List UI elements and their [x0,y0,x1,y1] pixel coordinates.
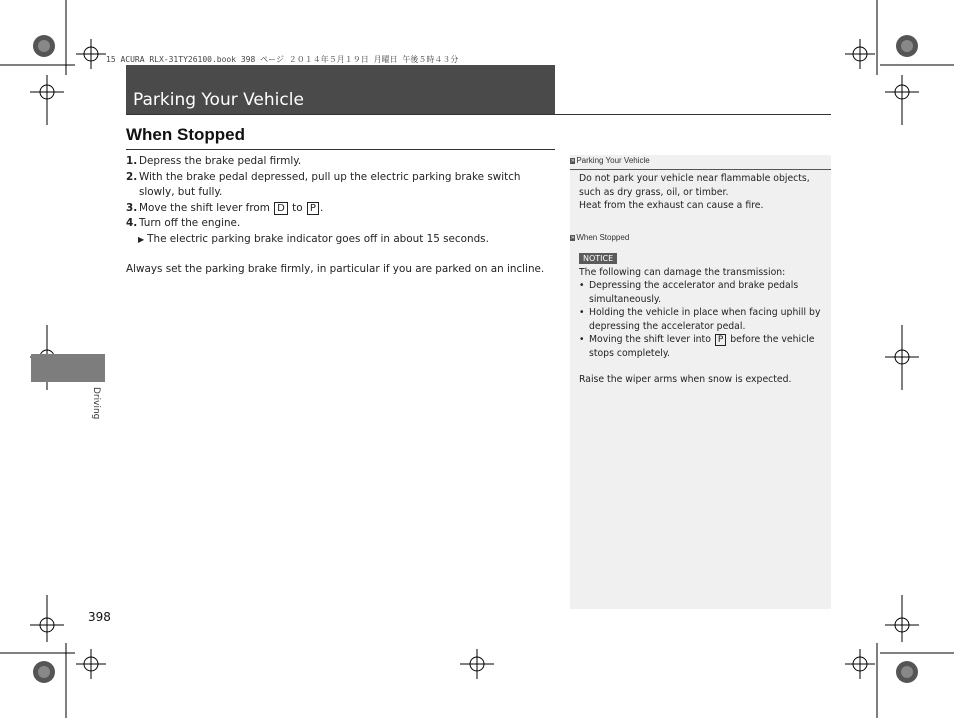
step-3 [126,201,556,217]
step-number: 1. [126,155,138,167]
step-4-result [126,232,556,248]
bullet-icon: • [579,307,585,318]
step-result-text: The electric parking brake indicator goes off in about 15 seconds. [147,232,489,245]
bullet-line: depressing the accelerator pedal. [589,320,746,332]
sidebar-title-text: When Stopped [576,233,630,242]
step-text [139,201,556,217]
double-chevron-icon: » [571,158,575,164]
step-4 [126,216,556,232]
bullet-item [579,279,827,306]
chapter-tab-label: Driving [91,387,101,420]
bullet-icon: • [579,280,585,291]
step-number: 2. [126,170,138,183]
step-text: Turn off the engine. [139,217,241,229]
sidebar-block1-text [579,172,827,213]
gear-key-p: P [715,334,726,346]
sidebar-rule [570,169,831,170]
section-rule [126,149,555,150]
sidebar-title-text: Parking Your Vehicle [576,156,650,165]
bullet-line: stops completely. [589,347,671,359]
sidebar-block2-text [579,252,827,387]
bullet-item [579,333,827,360]
bullet-line: Holding the vehicle in place when facing uphill by [589,307,821,318]
print-header: 15 ACURA RLX-31TY26100.book 398 ページ ２０１４年５月１９日 月曜日 午後５時４３分 [106,55,459,64]
notice-badge: NOTICE [579,253,617,264]
step-text: Depress the brake pedal firmly. [139,155,302,167]
bullet-icon: • [579,334,585,345]
double-chevron-icon: » [571,235,575,241]
sidebar-line: such as dry grass, oil, or timber. [579,186,729,198]
sidebar-line: Heat from the exhaust can cause a fire. [579,200,764,211]
bullet-line: simultaneously. [589,293,662,305]
page-title: Parking Your Vehicle [133,90,304,110]
chapter-tab [31,354,105,382]
sidebar-block2-title [570,233,629,242]
section-heading: When Stopped [126,125,245,144]
triangle-right-icon: ▶ [138,234,145,244]
bullet-line: Moving the shift lever into [589,334,711,345]
title-rule [126,114,831,115]
steps-list [126,154,556,247]
bullet-line: Depressing the accelerator and brake pedals [589,280,799,291]
sidebar-footer: Raise the wiper arms when snow is expected. [579,374,792,385]
step-1 [126,154,556,170]
step-text-after: . [319,201,324,214]
bullet-item [579,306,827,333]
bullet-line: before the vehicle [730,334,815,345]
step-number: 4. [126,217,138,229]
gear-key-p: P [307,202,319,215]
step-text: With the brake pedal depressed, pull up the electric parking brake switch slowly, but fully. [139,170,521,198]
gear-key-d: D [274,202,288,215]
sidebar-block1-title [570,156,650,165]
sidebar-line: Do not park your vehicle near flammable objects, [579,173,810,184]
parking-note: Always set the parking brake firmly, in particular if you are parked on an incline. [126,263,545,275]
notice-intro: The following can damage the transmission: [579,266,786,278]
page-number: 398 [88,610,111,624]
step-text-before: Move the shift lever from [139,201,270,214]
step-text-mid: to [292,201,303,214]
registration-mark-tl [76,39,106,69]
step-number: 3. [126,201,138,214]
step-2 [126,170,556,201]
